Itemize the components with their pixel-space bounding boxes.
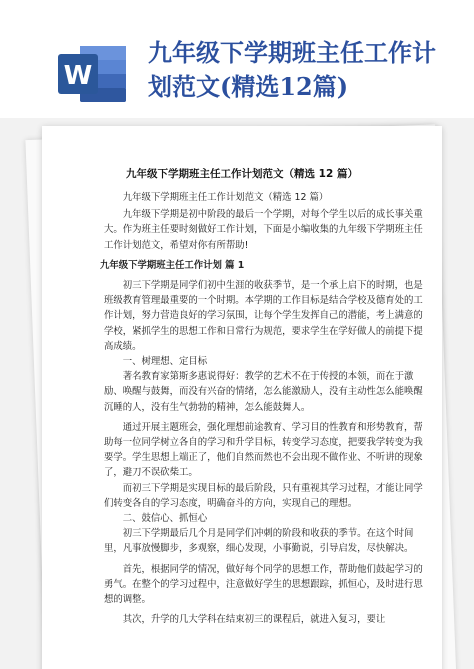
body-paragraph: 通过开展主题班会，强化理想前途教育、学习目的性教育和形势教育，帮助每一位同学树立各自的学习和升学目标，转变学习态度，把要我学转变为我要学。学生思想上端正了，他们自然而然也不会出现不做作业、不听讲的现象了，避刀不误砍柴工。 bbox=[104, 421, 423, 479]
document-subtitle: 九年级下学期班主任工作计划范文（精选 12 篇） bbox=[122, 192, 329, 203]
intro-paragraph: 九年级下学期是初中阶段的最后一个学期，对每个学生以后的成长事关重大。作为班主任要时刻做好工作计划，下面是小编收集的九年级下学期班主任工作计划范文，希望对你有所帮助! bbox=[104, 209, 423, 251]
header bbox=[0, 0, 474, 118]
subheading: 一、树理想、定目标 bbox=[122, 356, 208, 368]
body-paragraph: 初三下学期最后几个月是同学们冲刺的阶段和收获的季节。在这个时间里，凡事放慢脚步，多观察，细心发现，小事勤说，引导启发，尽快解决。 bbox=[104, 528, 414, 555]
body-paragraph: 著名教育家第斯多惠说得好：教学的艺术不在于传授的本领，而在于激励、唤醒与鼓舞，而没有兴奋的情绪，怎么能激励人，没有主动性怎么能唤醒沉睡的人，没有生气勃勃的精神，怎么能鼓舞人。 bbox=[104, 371, 423, 413]
subheading: 二、鼓信心、抓恒心 bbox=[122, 513, 208, 525]
document-page bbox=[42, 126, 442, 669]
body-paragraph: 其次，升学的几大学科在结束初三的课程后，就进入复习，要让 bbox=[122, 614, 386, 626]
section-heading: 九年级下学期班主任工作计划 篇 1 bbox=[100, 259, 245, 271]
body-paragraph: 首先，根据同学的情况，做好每个同学的思想工作，帮助他们鼓起学习的勇气。在整个的学习过程中，注意做好学生的思想跟踪，抓恒心，及时进行思想的调整。 bbox=[104, 563, 423, 606]
document-preview bbox=[0, 118, 474, 669]
word-icon-letter: W bbox=[63, 61, 93, 91]
document-title: 九年级下学期班主任工作计划范文（精选 12 篇） bbox=[126, 168, 358, 180]
word-icon bbox=[58, 40, 130, 108]
document-body bbox=[100, 190, 424, 627]
body-paragraph: 而初三下学期是实现目标的最后阶段，只有重视其学习过程，才能让同学们转变各自的学习态度，明确奋斗的方向，实现自己的理想。 bbox=[104, 482, 423, 509]
body-paragraph: 初三下学期是同学们初中生涯的收获季节，是一个承上启下的时期，也是班级教育管理最重要的一个时期。本学期的工作目标是结合学校及德育处的工作计划，努力营造良好的学习氛围，让每个学生发挥自己的潜能，考上满意的学校，紧抓学生的思想工作和日常行为规范，要求学生在学好做人的前提下提高成绩。 bbox=[104, 280, 423, 352]
page-title: 九年级下学期班主任工作计划范文(精选12篇) bbox=[148, 38, 436, 101]
